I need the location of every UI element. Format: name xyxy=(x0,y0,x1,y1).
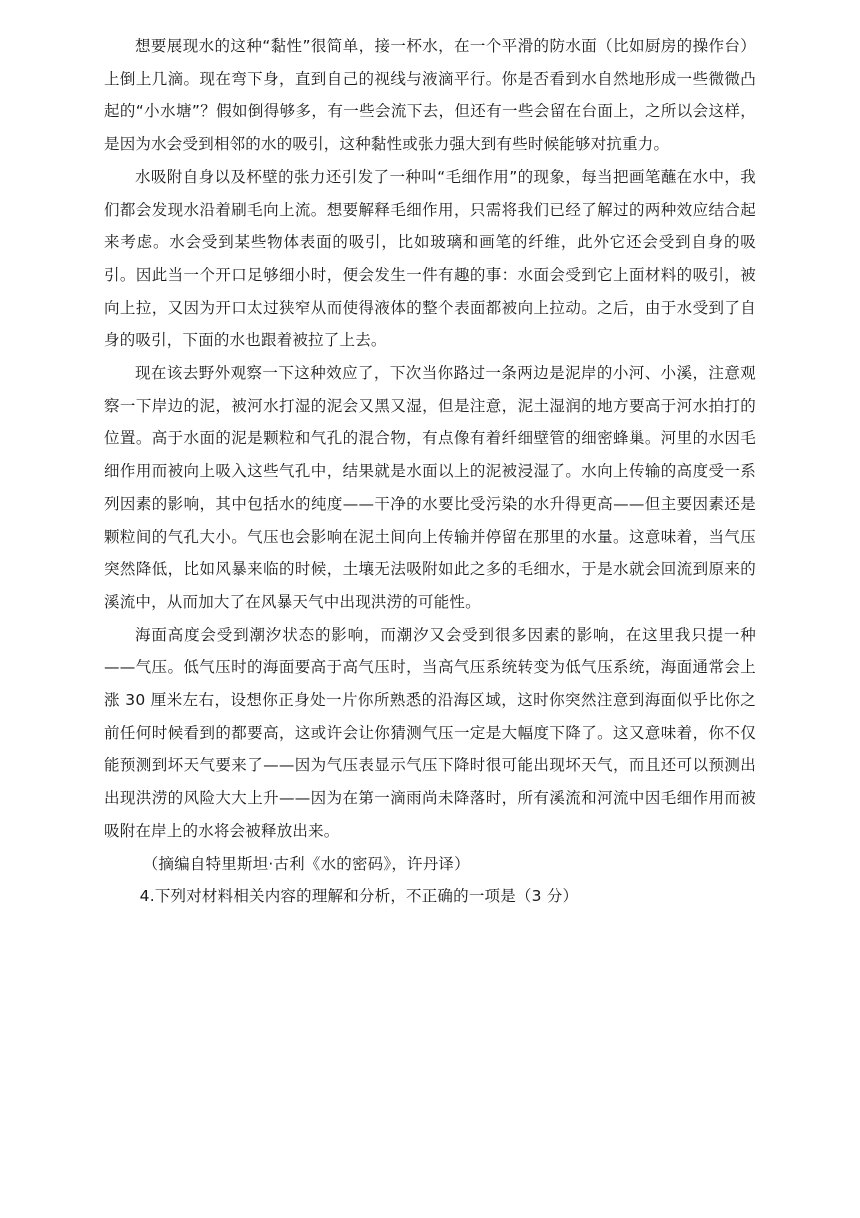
document-body xyxy=(104,30,756,913)
paragraph-4: 海面高度会受到潮汐状态的影响，而潮汐又会受到很多因素的影响，在这里我只提一种——气压。低气压时的海面要高于高气压时，当高气压系统转变为低气压系统，海面通常会上涨 30 厘米左右，设想你正身处一片你所熟悉的沿海区域，这时你突然注意到海面似乎比你之前任何时候看到的都要高，这或许会让你猜测气压一定是大幅度下降了。这又意味着，你不仅能预测到坏天气要来了——因为气压表显示气压下降时很可能出现坏天气，而且还可以预测出出现洪涝的风险大大上升——因为在第一滴雨尚未降落时，所有溪流和河流中因毛细作用而被吸附在岸上的水将会被释放出来。 xyxy=(104,625,756,840)
paragraph-2: 水吸附自身以及杯壁的张力还引发了一种叫“毛细作用”的现象，每当把画笔蘸在水中，我们都会发现水沿着刷毛向上流。想要解释毛细作用，只需将我们已经了解过的两种效应结合起来考虑。水会受到某些物体表面的吸引，比如玻璃和画笔的纤维，此外它还会受到自身的吸引。因此当一个开口足够细小时，便会发生一件有趣的事：水面会受到它上面材料的吸引，被向上拉，又因为开口太过狭窄从而使得液体的整个表面都被向上拉动。之后，由于水受到了自身的吸引，下面的水也跟着被拉了上去。 xyxy=(104,167,756,350)
question-4: 4.下列对材料相关内容的理解和分析，不正确的一项是（3 分） xyxy=(139,887,579,906)
paragraph-1: 想要展现水的这种“黏性”很简单，接一杯水，在一个平滑的防水面（比如厨房的操作台）上倒上几滴。现在弯下身，直到自己的视线与液滴平行。你是否看到水自然地形成一些微微凸起的“小水塘”？假如倒得够多，有一些会流下去，但还有一些会留在台面上，之所以会这样，是因为水会受到相邻的水的吸引，这种黏性或张力强大到有些时候能够对抗重力。 xyxy=(104,37,756,154)
paragraph-3: 现在该去野外观察一下这种效应了，下次当你路过一条两边是泥岸的小河、小溪，注意观察一下岸边的泥，被河水打湿的泥会又黑又湿，但是注意，泥土湿润的地方要高于河水拍打的位置。高于水面的泥是颗粒和气孔的混合物，有点像有着纤细壁管的细密蜂巢。河里的水因毛细作用而被向上吸入这些气孔中，结果就是水面以上的泥被浸湿了。水向上传输的高度受一系列因素的影响，其中包括水的纯度——干净的水要比受污染的水升得更高——但主要因素还是颗粒间的气孔大小。气压也会影响在泥土间向上传输并停留在那里的水量。这意味着，当气压突然降低，比如风暴来临的时候，土壤无法吸附如此之多的毛细水，于是水就会回流到原来的溪流中，从而加大了在风暴天气中出现洪涝的可能性。 xyxy=(104,364,756,611)
source-citation: （摘编自特里斯坦·古利《水的密码》，许丹译） xyxy=(142,854,470,873)
